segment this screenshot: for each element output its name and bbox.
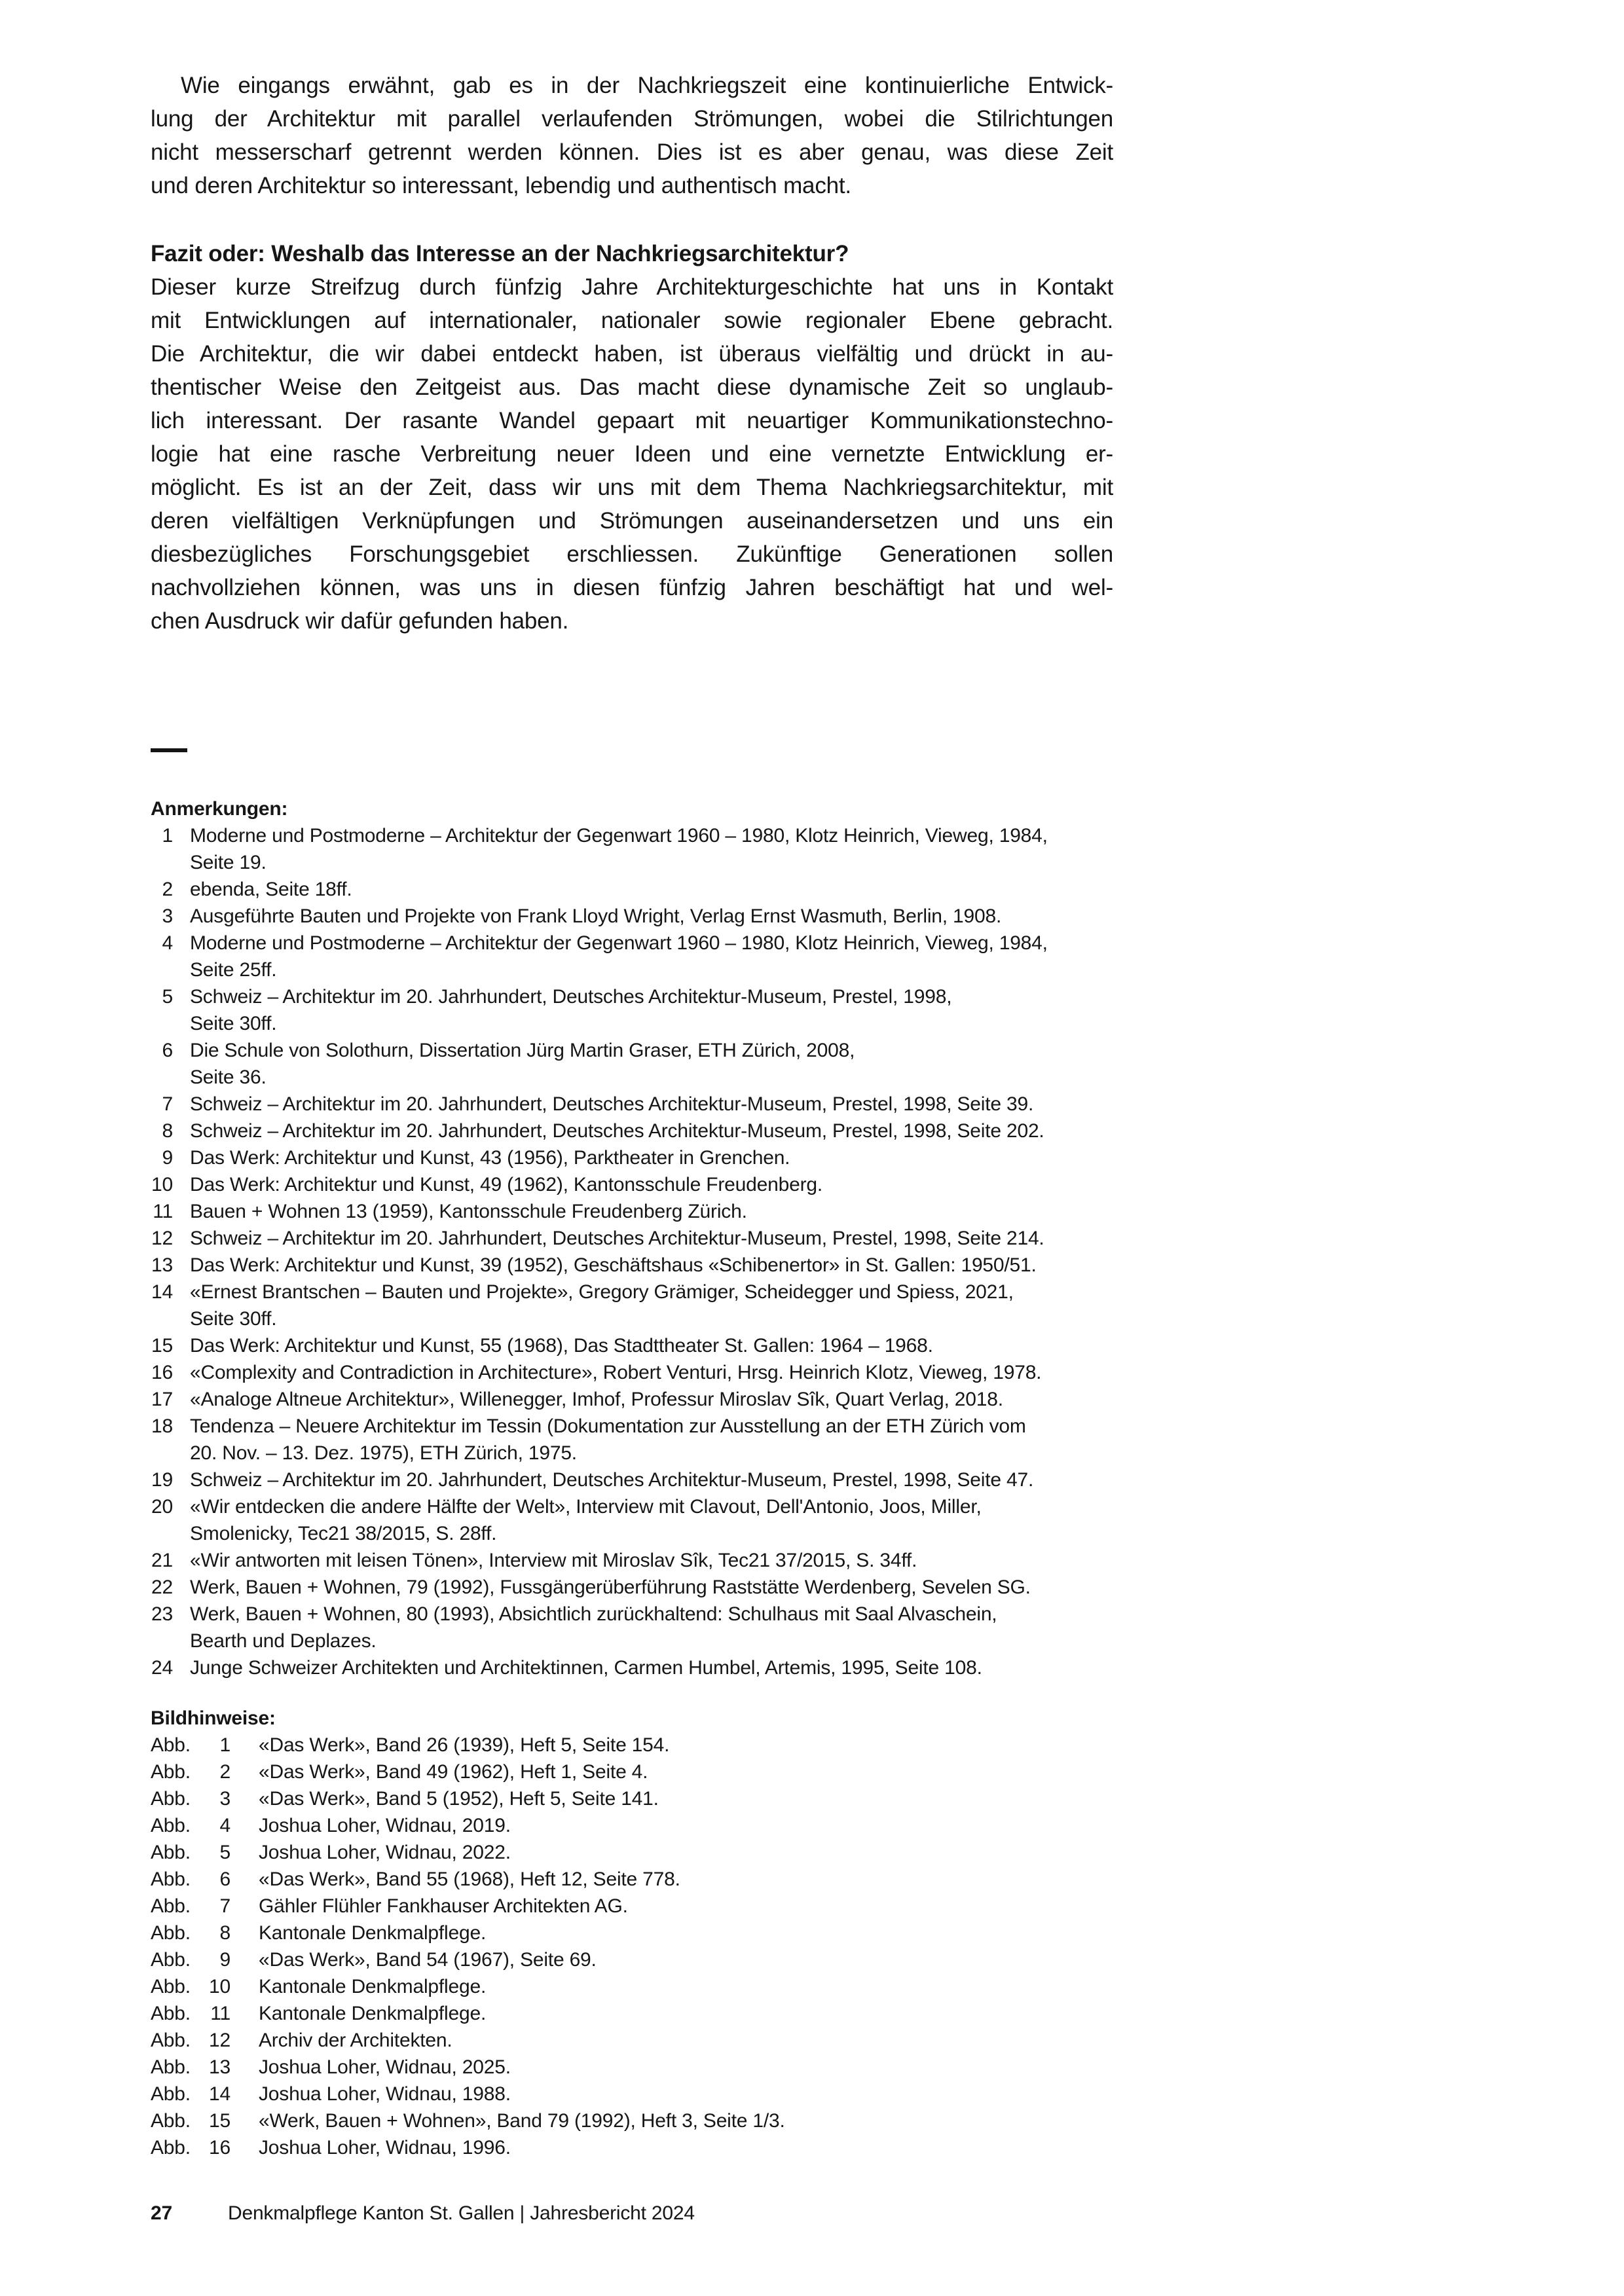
text-line: logie hat eine rasche Verbreitung neuer Ideen und eine vernetzte Entwicklung er- [151, 441, 1113, 467]
text-line: Ausgeführte Bauten und Projekte von Frank Lloyd Wright, Verlag Ernst Wasmuth, Berlin, 1908. [190, 905, 1002, 927]
text-line: Seite 19. [190, 852, 267, 873]
text-line: lich interessant. Der rasante Wandel gepaart mit neuartiger Kommunikationstechno- [151, 408, 1113, 433]
note-item [151, 1037, 1113, 1091]
page-number: 27 [151, 2202, 172, 2224]
credit-item [151, 2027, 1113, 2054]
note-number: 1 [162, 825, 173, 847]
credit-text: «Das Werk», Band 49 (1962), Heft 1, Seite 4. [259, 1761, 648, 1783]
credit-text: Archiv der Architekten. [259, 2030, 452, 2051]
text-line: «Wir antworten mit leisen Tönen», Interview mit Miroslav Sîk, Tec21 37/2015, S. 34ff. [190, 1550, 917, 1571]
page-footer [151, 2200, 695, 2227]
text-line: Wie eingangs erwähnt, gab es in der Nachkriegszeit eine kontinuierliche Entwick- [181, 73, 1113, 98]
note-number: 17 [151, 1389, 173, 1410]
text-line: Werk, Bauen + Wohnen, 80 (1993), Absichtlich zurückhaltend: Schulhaus mit Saal Alvaschein, [190, 1603, 997, 1625]
text-line: «Ernest Brantschen – Bauten und Projekte», Gregory Grämiger, Scheidegger und Spiess, 2021, [190, 1281, 1014, 1303]
note-number: 9 [162, 1147, 173, 1169]
credit-item [151, 1973, 1113, 2000]
note-text [190, 930, 1048, 983]
credit-text: «Das Werk», Band 5 (1952), Heft 5, Seite 141. [259, 1788, 659, 1810]
note-text [190, 1386, 1003, 1413]
intro-paragraph [151, 69, 1113, 202]
credit-item [151, 1758, 1113, 1785]
note-number: 14 [151, 1281, 173, 1303]
credit-item [151, 1732, 1113, 1758]
text-line: Schweiz – Architektur im 20. Jahrhundert, Deutsches Architektur-Museum, Prestel, 1998, Seite 47. [190, 1469, 1034, 1491]
note-item [151, 1118, 1113, 1144]
text-line: Seite 36. [190, 1066, 267, 1088]
credit-text: «Das Werk», Band 26 (1939), Heft 5, Seite 154. [259, 1734, 670, 1756]
text-line: ebenda, Seite 18ff. [190, 879, 352, 900]
text-line: Moderne und Postmoderne – Architektur der Gegenwart 1960 – 1980, Klotz Heinrich, Vieweg, 1984, [190, 932, 1048, 954]
note-item [151, 1359, 1113, 1386]
credit-number: 11 [210, 2003, 231, 2024]
note-text [190, 1118, 1044, 1144]
credit-item [151, 1839, 1113, 1866]
credit-label: Abb. [151, 1868, 191, 1890]
text-line: Das Werk: Architektur und Kunst, 39 (1952), Geschäftshaus «Schibenertor» in St. Gallen: 1950/51. [190, 1254, 1037, 1276]
credits-heading: Bildhinweise: [151, 1707, 276, 1729]
note-item [151, 1493, 1113, 1547]
credit-text: «Werk, Bauen + Wohnen», Band 79 (1992), Heft 3, Seite 1/3. [259, 2110, 785, 2132]
text-line: Dieser kurze Streifzug durch fünfzig Jahre Architekturgeschichte hat uns in Kontakt [151, 274, 1113, 300]
note-text [190, 1144, 790, 1171]
note-number: 19 [151, 1469, 173, 1491]
note-text [190, 1547, 917, 1574]
credit-number: 9 [219, 1949, 231, 1971]
credit-label: Abb. [151, 1815, 191, 1836]
note-text [190, 1198, 747, 1225]
credit-text: Joshua Loher, Widnau, 2022. [259, 1842, 511, 1863]
credit-label: Abb. [151, 2030, 191, 2051]
note-item [151, 1198, 1113, 1225]
text-line: nicht messerscharf getrennt werden können. Dies ist es aber genau, was diese Zeit [151, 139, 1113, 165]
note-number: 18 [151, 1415, 173, 1437]
credit-label: Abb. [151, 2083, 191, 2105]
note-number: 11 [153, 1201, 173, 1222]
note-number: 22 [151, 1576, 173, 1598]
credit-item [151, 1812, 1113, 1839]
note-number: 13 [151, 1254, 173, 1276]
text-line: «Complexity and Contradiction in Architecture», Robert Venturi, Hrsg. Heinrich Klotz, Vieweg, 1978. [190, 1362, 1042, 1383]
credit-number: 4 [219, 1815, 231, 1836]
note-text [190, 1601, 997, 1654]
credit-label: Abb. [151, 1895, 191, 1917]
note-text [190, 1171, 822, 1198]
note-item [151, 1171, 1113, 1198]
note-text [190, 903, 1001, 930]
text-line: Schweiz – Architektur im 20. Jahrhundert, Deutsches Architektur-Museum, Prestel, 1998, [190, 986, 952, 1008]
note-number: 10 [151, 1174, 173, 1195]
credit-item [151, 2134, 1113, 2161]
note-text [190, 876, 352, 903]
credit-number: 15 [209, 2110, 231, 2132]
section-heading: Fazit oder: Weshalb das Interesse an der Nachkriegsarchitektur? [151, 241, 849, 266]
note-number: 16 [151, 1362, 173, 1383]
text-line: Die Architektur, die wir dabei entdeckt haben, ist überaus vielfältig und drückt in au- [151, 341, 1113, 367]
note-number: 3 [162, 905, 173, 927]
text-line: Schweiz – Architektur im 20. Jahrhundert, Deutsches Architektur-Museum, Prestel, 1998, Seite 214. [190, 1228, 1044, 1249]
credit-item [151, 2081, 1113, 2107]
credit-text: «Das Werk», Band 55 (1968), Heft 12, Seite 778. [259, 1868, 680, 1890]
credit-text: Gähler Flühler Fankhauser Architekten AG. [259, 1895, 628, 1917]
text-line: Das Werk: Architektur und Kunst, 43 (1956), Parktheater in Grenchen. [190, 1147, 790, 1169]
note-text [190, 1493, 982, 1547]
credit-text: Kantonale Denkmalpflege. [259, 1976, 487, 1997]
text-line: 20. Nov. – 13. Dez. 1975), ETH Zürich, 1975. [190, 1442, 577, 1464]
note-text [190, 983, 951, 1037]
note-item [151, 876, 1113, 903]
text-line: «Analoge Altneue Architektur», Willenegger, Imhof, Professur Miroslav Sîk, Quart Verlag, 2018. [190, 1389, 1003, 1410]
note-item [151, 1413, 1113, 1467]
text-line: nachvollziehen können, was uns in diesen fünfzig Jahren beschäftigt hat und wel- [151, 575, 1113, 600]
note-text [190, 1413, 1026, 1467]
credit-text: Joshua Loher, Widnau, 2019. [259, 1815, 511, 1836]
text-line: lung der Architektur mit parallel verlaufenden Strömungen, wobei die Stilrichtungen [151, 106, 1113, 132]
text-line: möglicht. Es ist an der Zeit, dass wir uns mit dem Thema Nachkriegsarchitektur, mit [151, 475, 1113, 500]
note-item [151, 1225, 1113, 1252]
notes-heading: Anmerkungen: [151, 798, 288, 820]
credit-number: 12 [209, 2030, 231, 2051]
text-line: Junge Schweizer Architekten und Architektinnen, Carmen Humbel, Artemis, 1995, Seite 108. [190, 1657, 982, 1679]
note-text [190, 1332, 933, 1359]
section-divider-rule [151, 748, 187, 752]
note-item [151, 1252, 1113, 1279]
note-item [151, 1386, 1113, 1413]
note-item [151, 1144, 1113, 1171]
text-line: Die Schule von Solothurn, Dissertation Jürg Martin Graser, ETH Zürich, 2008, [190, 1040, 855, 1061]
note-text [190, 1279, 1014, 1332]
note-number: 15 [151, 1335, 173, 1357]
credit-label: Abb. [151, 2137, 191, 2159]
note-text [190, 1359, 1041, 1386]
credit-label: Abb. [151, 1842, 191, 1863]
note-number: 8 [162, 1120, 173, 1142]
credit-item [151, 1946, 1113, 1973]
footer-text: Denkmalpflege Kanton St. Gallen | Jahresbericht 2024 [228, 2202, 695, 2224]
credit-item [151, 2000, 1113, 2027]
credit-label: Abb. [151, 1976, 191, 1997]
note-item [151, 983, 1113, 1037]
credit-text: Kantonale Denkmalpflege. [259, 2003, 487, 2024]
credit-label: Abb. [151, 2056, 191, 2078]
note-text [190, 1574, 1031, 1601]
note-text [190, 1654, 982, 1681]
credit-text: Joshua Loher, Widnau, 2025. [259, 2056, 511, 2078]
text-line: Das Werk: Architektur und Kunst, 55 (1968), Das Stadttheater St. Gallen: 1964 – 1968. [190, 1335, 933, 1357]
note-text [190, 822, 1048, 876]
credit-item [151, 1893, 1113, 1920]
credit-text: Joshua Loher, Widnau, 1988. [259, 2083, 511, 2105]
note-item [151, 1654, 1113, 1681]
credit-number: 10 [209, 1976, 231, 1997]
credit-number: 3 [219, 1788, 231, 1810]
text-line: Moderne und Postmoderne – Architektur der Gegenwart 1960 – 1980, Klotz Heinrich, Vieweg, 1984, [190, 825, 1048, 847]
note-number: 24 [151, 1657, 173, 1679]
credit-item [151, 2054, 1113, 2081]
text-line: deren vielfältigen Verknüpfungen und Strömungen auseinandersetzen und uns ein [151, 508, 1113, 534]
note-text [190, 1225, 1044, 1252]
note-item [151, 822, 1113, 876]
text-line: diesbezügliches Forschungsgebiet erschliessen. Zukünftige Generationen sollen [151, 541, 1113, 567]
text-line: Das Werk: Architektur und Kunst, 49 (1962), Kantonsschule Freudenberg. [190, 1174, 822, 1195]
notes-list [151, 822, 1113, 1681]
credit-item [151, 1866, 1113, 1893]
note-number: 23 [151, 1603, 173, 1625]
credit-item [151, 1785, 1113, 1812]
text-line: Bearth und Deplazes. [190, 1630, 377, 1652]
text-line: «Wir entdecken die andere Hälfte der Welt», Interview mit Clavout, Dell'Antonio, Joos, Miller, [190, 1496, 982, 1518]
text-line: Schweiz – Architektur im 20. Jahrhundert, Deutsches Architektur-Museum, Prestel, 1998, Seite 39. [190, 1093, 1034, 1115]
note-number: 12 [151, 1228, 173, 1249]
text-line: Werk, Bauen + Wohnen, 79 (1992), Fussgängerüberführung Raststätte Werdenberg, Sevelen SG. [190, 1576, 1031, 1598]
text-line: chen Ausdruck wir dafür gefunden haben. [151, 608, 569, 634]
text-line: Seite 25ff. [190, 959, 277, 981]
note-number: 4 [162, 932, 173, 954]
text-line: Bauen + Wohnen 13 (1959), Kantonsschule Freudenberg Zürich. [190, 1201, 747, 1222]
note-item [151, 1547, 1113, 1574]
note-number: 20 [151, 1496, 173, 1518]
note-item [151, 1601, 1113, 1654]
note-text [190, 1037, 855, 1091]
credit-text: «Das Werk», Band 54 (1967), Seite 69. [259, 1949, 597, 1971]
credit-number: 8 [219, 1922, 231, 1944]
text-line: Tendenza – Neuere Architektur im Tessin (Dokumentation zur Ausstellung an der ETH Zürich vom [190, 1415, 1026, 1437]
note-number: 5 [162, 986, 173, 1008]
credit-label: Abb. [151, 1949, 191, 1971]
note-number: 6 [162, 1040, 173, 1061]
note-item [151, 903, 1113, 930]
credit-number: 2 [219, 1761, 231, 1783]
text-line: Schweiz – Architektur im 20. Jahrhundert, Deutsches Architektur-Museum, Prestel, 1998, Seite 202. [190, 1120, 1044, 1142]
conclusion-paragraph [151, 270, 1113, 638]
credit-number: 13 [209, 2056, 231, 2078]
credit-item [151, 1920, 1113, 1946]
credit-label: Abb. [151, 1788, 191, 1810]
text-line: thentischer Weise den Zeitgeist aus. Das macht diese dynamische Zeit so unglaub- [151, 374, 1113, 400]
credit-number: 14 [209, 2083, 231, 2105]
note-number: 7 [162, 1093, 173, 1115]
text-line: Seite 30ff. [190, 1308, 277, 1330]
note-item [151, 1279, 1113, 1332]
note-item [151, 930, 1113, 983]
credit-item [151, 2107, 1113, 2134]
page-content [151, 69, 1113, 2161]
credit-text: Joshua Loher, Widnau, 1996. [259, 2137, 511, 2159]
credits-list [151, 1732, 1113, 2161]
credit-label: Abb. [151, 2110, 191, 2132]
credit-number: 1 [219, 1734, 231, 1756]
text-line: Smolenicky, Tec21 38/2015, S. 28ff. [190, 1523, 497, 1544]
text-line: und deren Architektur so interessant, lebendig und authentisch macht. [151, 173, 851, 198]
note-item [151, 1467, 1113, 1493]
credit-label: Abb. [151, 1922, 191, 1944]
credit-number: 6 [219, 1868, 231, 1890]
note-number: 21 [151, 1550, 173, 1571]
credit-label: Abb. [151, 1761, 191, 1783]
note-text [190, 1091, 1033, 1118]
note-item [151, 1091, 1113, 1118]
note-text [190, 1252, 1037, 1279]
note-item [151, 1574, 1113, 1601]
note-item [151, 1332, 1113, 1359]
text-line: Seite 30ff. [190, 1013, 277, 1034]
credit-number: 16 [209, 2137, 231, 2159]
credit-text: Kantonale Denkmalpflege. [259, 1922, 487, 1944]
credit-number: 7 [219, 1895, 231, 1917]
credit-label: Abb. [151, 1734, 191, 1756]
note-number: 2 [162, 879, 173, 900]
note-text [190, 1467, 1033, 1493]
text-line: mit Entwicklungen auf internationaler, nationaler sowie regionaler Ebene gebracht. [151, 308, 1113, 333]
credit-number: 5 [219, 1842, 231, 1863]
credit-label: Abb. [151, 2003, 191, 2024]
